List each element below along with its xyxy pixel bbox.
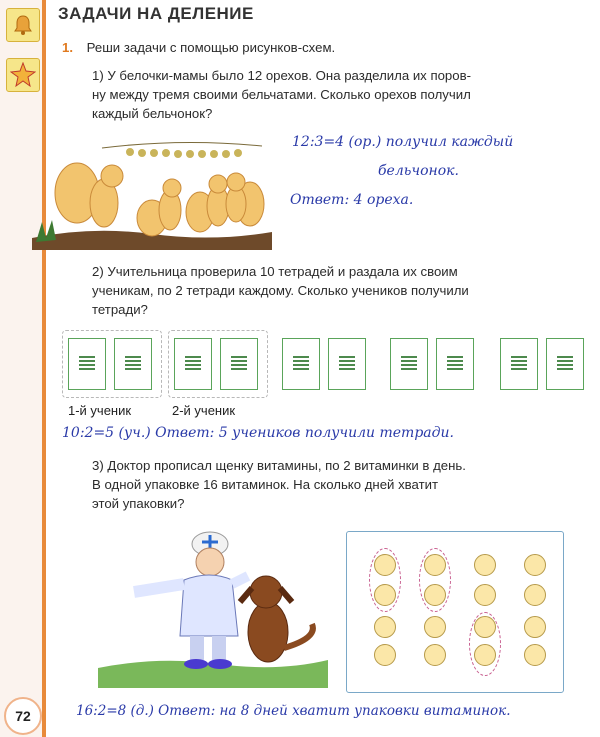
vitamin-pill — [474, 584, 496, 606]
notebook-icon — [546, 338, 584, 390]
vitamin-pill — [474, 616, 496, 638]
task2-answer: 10:2=5 (уч.) Ответ: 5 учеников получили тетради. — [62, 425, 454, 441]
notebook-icon — [220, 338, 258, 390]
vitamin-pill — [474, 554, 496, 576]
task1-line: 1) У белочки-мамы было 12 орехов. Она разделила их поров- — [92, 68, 471, 83]
task2-line: тетради? — [92, 302, 148, 317]
doctor-puppy-illustration — [98, 528, 328, 688]
notebook-icon — [328, 338, 366, 390]
page-number: 72 — [4, 697, 42, 735]
task2-line: ученикам, по 2 тетради каждому. Сколько учеников получили — [92, 283, 469, 298]
vitamin-pill — [524, 554, 546, 576]
exercise-number: 1. — [62, 40, 73, 55]
task3-answer: 16:2=8 (д.) Ответ: на 8 дней хватит упаковки витаминок. — [76, 703, 511, 719]
task2-text — [92, 262, 587, 319]
page-title: ЗАДАЧИ НА ДЕЛЕНИЕ — [58, 4, 254, 23]
vitamin-pill — [524, 644, 546, 666]
vitamin-pill — [374, 616, 396, 638]
vitamin-pill — [424, 584, 446, 606]
squirrels-illustration — [32, 138, 272, 250]
star-icon — [6, 58, 40, 92]
vitamin-pill — [474, 644, 496, 666]
sidebar-stripe — [42, 0, 46, 737]
vitamin-pill — [424, 616, 446, 638]
vitamin-pill — [424, 644, 446, 666]
notebook-icon — [282, 338, 320, 390]
vitamins-scheme — [346, 531, 564, 693]
task3-line: этой упаковки? — [92, 496, 185, 511]
task1-answer-final: Ответ: 4 ореха. — [290, 192, 414, 208]
notebook-icon — [114, 338, 152, 390]
vitamin-pill — [374, 644, 396, 666]
label-second-student: 2-й ученик — [172, 403, 236, 418]
notebook-icon — [174, 338, 212, 390]
task2-line: 2) Учительница проверила 10 тетрадей и раздала их своим — [92, 264, 458, 279]
vitamin-pill — [374, 554, 396, 576]
bell-icon — [6, 8, 40, 42]
page-sidebar — [0, 0, 46, 737]
notebook-icon — [390, 338, 428, 390]
task1-answer-continued: бельчонок. — [378, 163, 459, 179]
task1-answer-equation: 12:3=4 (ор.) получил каждый — [292, 134, 514, 150]
task1-text — [92, 66, 587, 123]
vitamin-pill — [424, 554, 446, 576]
label-first-student: 1-й ученик — [68, 403, 132, 418]
exercise-instruction: Реши задачи с помощью рисунков-схем. — [86, 40, 336, 55]
task3-line: 3) Доктор прописал щенку витамины, по 2 витаминки в день. — [92, 458, 466, 473]
notebook-icon — [436, 338, 474, 390]
notebook-icon — [68, 338, 106, 390]
task3-text — [92, 456, 587, 513]
vitamin-pill — [374, 584, 396, 606]
task3-line: В одной упаковке 16 витаминок. На сколько дней хватит — [92, 477, 439, 492]
exercise-instruction-row — [62, 38, 335, 57]
task1-line: каждый бельчонок? — [92, 106, 213, 121]
task1-line: ну между тремя своими бельчатами. Сколько орехов получил — [92, 87, 471, 102]
vitamin-pill — [524, 584, 546, 606]
notebook-icon — [500, 338, 538, 390]
vitamin-pill — [524, 616, 546, 638]
